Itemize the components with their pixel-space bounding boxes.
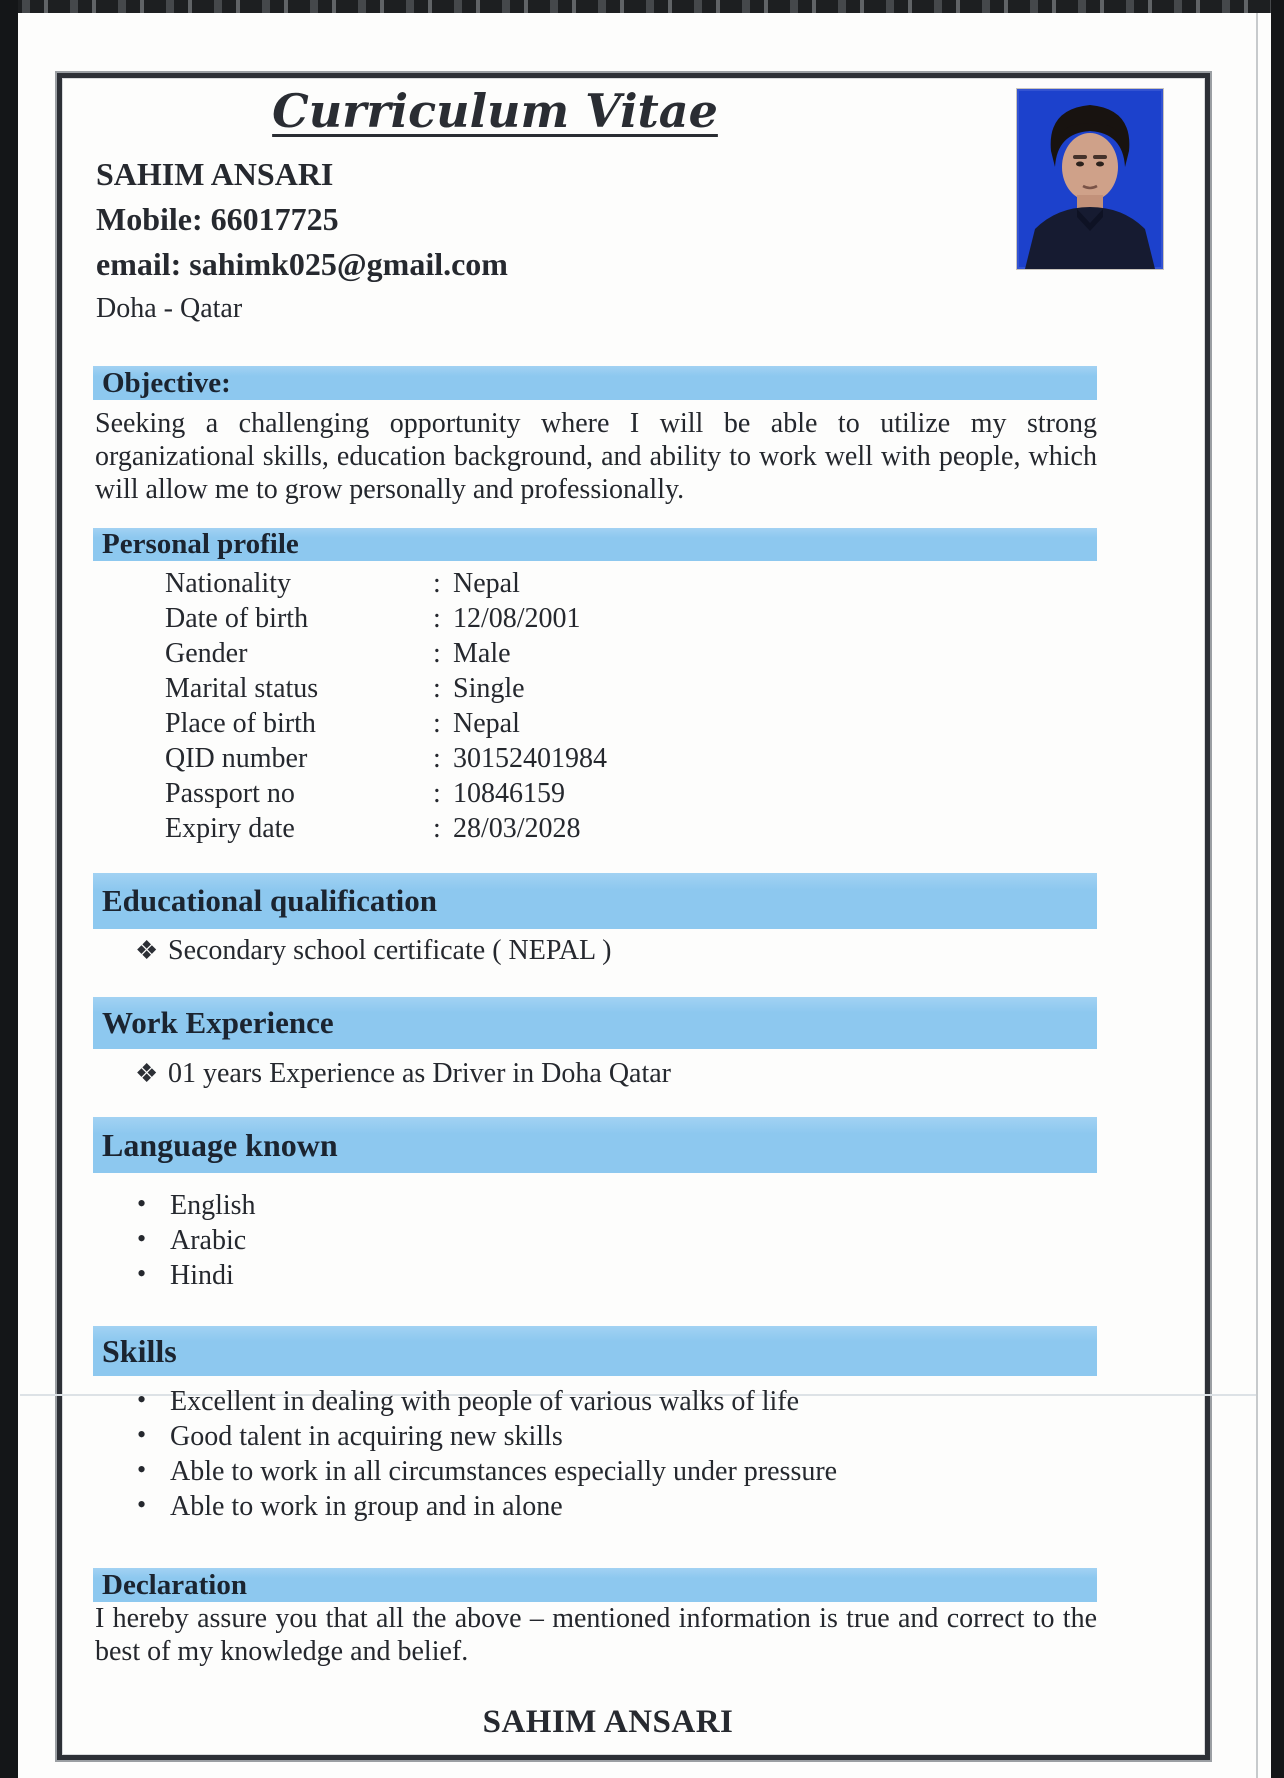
page-title: Curriculum Vitae [272, 84, 718, 138]
declaration-text: I hereby assure you that all the above – mentioned information is true and correct to the best of my knowledge and belief. [95, 1603, 1097, 1667]
dot-bullet-icon: • [137, 1490, 147, 1519]
profile-value: Male [453, 638, 511, 669]
profile-row-gender [165, 636, 607, 671]
profile-value: Nepal [453, 708, 520, 739]
profile-colon: : [433, 638, 441, 669]
dot-bullet-icon: • [137, 1189, 147, 1218]
profile-photo-illustration [1017, 89, 1163, 269]
objective-text: Seeking a challenging opportunity where I will be able to utilize my strong organizational skills, education background, and ability to work well with people, which will allow me to grow personally and professionally. [95, 408, 1097, 505]
profile-value: 10846159 [453, 778, 565, 809]
profile-label: Passport no [165, 778, 295, 809]
profile-colon: : [433, 673, 441, 704]
work-experience-item-text: 01 years Experience as Driver in Doha Qatar [168, 1058, 672, 1089]
profile-label: QID number [165, 743, 308, 774]
skill-item-text: Able to work in all circumstances especially under pressure [170, 1456, 838, 1487]
profile-value: 30152401984 [453, 743, 607, 774]
profile-label: Expiry date [165, 813, 295, 844]
profile-photo [1016, 88, 1164, 270]
location-line: Doha - Qatar [96, 293, 243, 324]
profile-row-place-of-birth [165, 706, 607, 741]
profile-label: Nationality [165, 568, 291, 599]
skill-item-text: Good talent in acquiring new skills [170, 1421, 563, 1452]
profile-row-passport-no [165, 776, 607, 811]
dot-bullet-icon: • [137, 1385, 147, 1414]
profile-row-qid-number [165, 741, 607, 776]
education-item-text: Secondary school certificate ( NEPAL ) [168, 935, 612, 966]
section-heading-skills: Skills [93, 1326, 1097, 1376]
profile-row-marital-status [165, 671, 607, 706]
profile-row-date-of-birth [165, 601, 607, 636]
skill-item-text: Able to work in group and in alone [170, 1491, 563, 1522]
dot-bullet-icon: • [137, 1224, 147, 1253]
profile-label: Gender [165, 638, 248, 669]
section-heading-languages: Language known [93, 1117, 1097, 1173]
scan-edge-top [0, 0, 1284, 13]
section-heading-declaration: Declaration [93, 1568, 1097, 1602]
candidate-name: SAHIM ANSARI [96, 156, 334, 192]
diamond-bullet-icon: ❖ [135, 936, 159, 965]
dot-bullet-icon: • [137, 1420, 147, 1449]
diamond-bullet-icon: ❖ [135, 1059, 159, 1088]
profile-label: Marital status [165, 673, 319, 704]
profile-colon: : [433, 603, 441, 634]
personal-profile-rows [165, 566, 607, 846]
page-edge-shadow [1256, 13, 1258, 1778]
profile-label: Date of birth [165, 603, 309, 634]
profile-row-expiry-date [165, 811, 607, 846]
profile-colon: : [433, 568, 441, 599]
language-item-text: English [170, 1190, 256, 1221]
skill-item-text: Excellent in dealing with people of various walks of life [170, 1386, 800, 1417]
profile-label: Place of birth [165, 708, 316, 739]
contact-block [96, 152, 508, 287]
profile-colon: : [433, 743, 441, 774]
language-item-text: Arabic [170, 1225, 247, 1256]
mobile-line: Mobile: 66017725 [96, 201, 339, 237]
profile-value: 12/08/2001 [453, 603, 581, 634]
dot-bullet-icon: • [137, 1455, 147, 1484]
profile-value: Single [453, 673, 525, 704]
language-item-text: Hindi [170, 1260, 234, 1291]
signature-name: SAHIM ANSARI [482, 1704, 734, 1740]
section-heading-objective: Objective: [93, 366, 1097, 400]
profile-value: Nepal [453, 568, 520, 599]
scan-edge-left [0, 0, 18, 1778]
email-line: email: sahimk025@gmail.com [96, 246, 508, 282]
scan-edge-right [1271, 0, 1284, 1778]
profile-row-nationality [165, 566, 607, 601]
profile-colon: : [433, 708, 441, 739]
profile-colon: : [433, 813, 441, 844]
profile-value: 28/03/2028 [453, 813, 581, 844]
section-heading-personal-profile: Personal profile [93, 528, 1097, 561]
profile-colon: : [433, 778, 441, 809]
dot-bullet-icon: • [137, 1259, 147, 1288]
section-heading-work-experience: Work Experience [93, 997, 1097, 1049]
section-heading-education: Educational qualification [93, 873, 1097, 929]
